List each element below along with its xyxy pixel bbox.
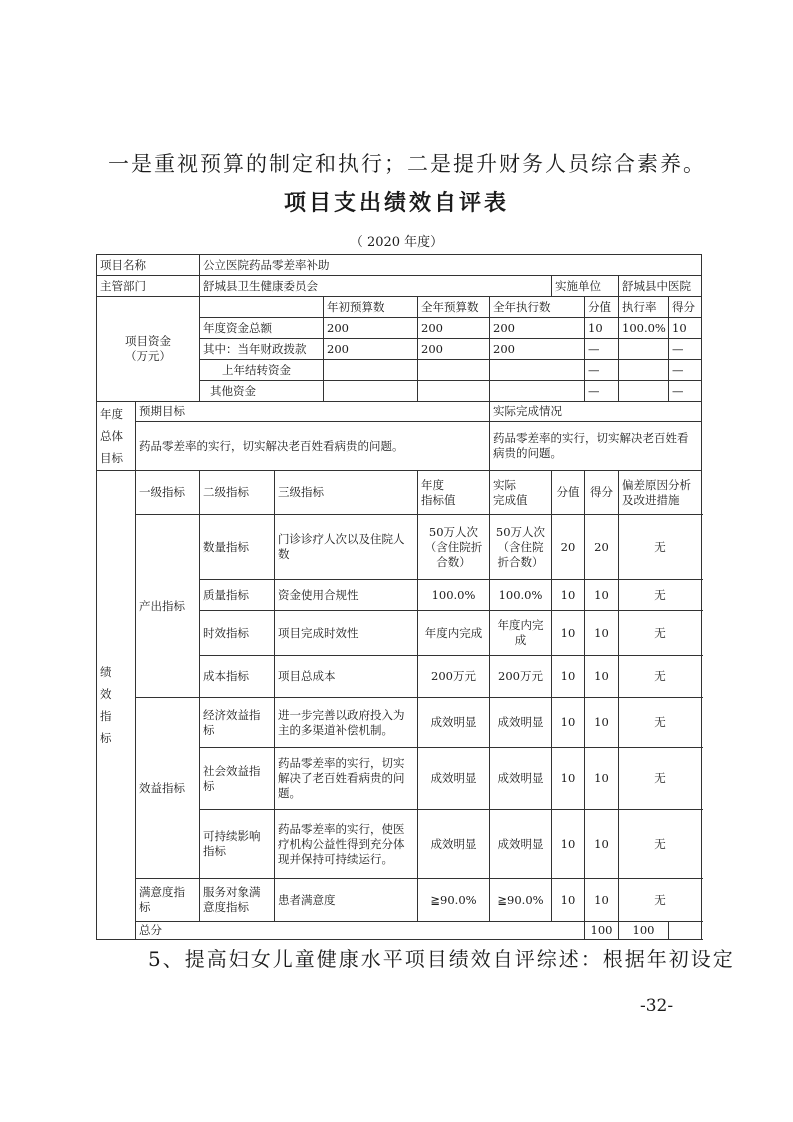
score-value-cell: 10 xyxy=(552,611,585,656)
header-executed: 全年执行数 xyxy=(490,297,585,318)
level2-cell: 服务对象满意度指标 xyxy=(200,879,275,922)
actual-cell: 200万元 xyxy=(490,656,552,698)
fund-initial xyxy=(324,360,418,381)
outro-paragraph: 5、提高妇女儿童健康水平项目绩效自评综述：根据年初设定 xyxy=(148,947,735,971)
dept-value: 舒城县卫生健康委员会 xyxy=(200,276,552,297)
level3-cell: 患者满意度 xyxy=(275,879,418,922)
level2-cell: 可持续影响指标 xyxy=(200,810,275,879)
fund-score: — xyxy=(669,381,702,402)
header-annual-budget: 全年预算数 xyxy=(418,297,490,318)
dept-label: 主管部门 xyxy=(97,276,200,297)
total-row xyxy=(97,922,702,940)
level2-cell: 时效指标 xyxy=(200,611,275,656)
project-name-row xyxy=(97,255,702,276)
header-target-line: 年度 xyxy=(421,477,444,492)
target-cell: 年度内完成 xyxy=(418,611,490,656)
total-score: 100 xyxy=(619,922,669,940)
header-target-line: 指标值 xyxy=(421,492,456,507)
indicators-section-label xyxy=(97,471,136,940)
level2-cell: 质量指标 xyxy=(200,580,275,611)
section-label-char: 绩 xyxy=(100,665,112,679)
indicator-row xyxy=(97,515,702,580)
score-cell: 10 xyxy=(585,698,619,748)
fund-executed: 200 xyxy=(490,318,585,339)
section-label-char: 指 xyxy=(100,709,112,723)
target-cell: 200万元 xyxy=(418,656,490,698)
fund-rate: 100.0% xyxy=(619,318,669,339)
fund-score: — xyxy=(669,339,702,360)
total-score-value: 100 xyxy=(585,922,619,940)
total-label: 总分 xyxy=(136,922,585,940)
level3-cell: 项目总成本 xyxy=(275,656,418,698)
header-level2: 二级指标 xyxy=(200,471,275,515)
actual-goal-text: 药品零差率的实行，切实解决老百姓看病贵的问题。 xyxy=(490,422,702,471)
funds-label xyxy=(97,297,200,402)
header-score-value: 分值 xyxy=(585,297,619,318)
goals-label-line: 总体 xyxy=(100,429,123,443)
funds-label-line1: 项目资金 xyxy=(125,334,171,348)
fund-rate xyxy=(619,381,669,402)
level3-cell: 门诊诊疗人次以及住院人数 xyxy=(275,515,418,580)
fund-annual xyxy=(418,360,490,381)
year-label: （ 2020 年度） xyxy=(349,235,444,250)
fund-score-value: — xyxy=(585,381,619,402)
section-label-char: 效 xyxy=(100,687,112,701)
total-blank xyxy=(669,922,702,940)
score-cell: 10 xyxy=(585,810,619,879)
header-score-value: 分值 xyxy=(552,471,585,515)
header-level3: 三级指标 xyxy=(275,471,418,515)
level3-cell: 项目完成时效性 xyxy=(275,611,418,656)
header-initial-budget: 年初预算数 xyxy=(324,297,418,318)
score-cell: 10 xyxy=(585,580,619,611)
page-number: -32- xyxy=(640,996,674,1016)
header-score: 得分 xyxy=(669,297,702,318)
fund-row-label: 上年结转资金 xyxy=(200,360,324,381)
target-cell: 成效明显 xyxy=(418,748,490,810)
level3-cell: 资金使用合规性 xyxy=(275,580,418,611)
header-actual-line: 完成值 xyxy=(493,492,528,507)
deviation-cell: 无 xyxy=(619,748,702,810)
project-name-value: 公立医院药品零差率补助 xyxy=(200,255,702,276)
score-value-cell: 10 xyxy=(552,748,585,810)
score-value-cell: 10 xyxy=(552,656,585,698)
fund-row-label: 年度资金总额 xyxy=(200,318,324,339)
fund-executed xyxy=(490,381,585,402)
score-cell: 10 xyxy=(585,611,619,656)
deviation-cell: 无 xyxy=(619,698,702,748)
target-cell: ≧90.0% xyxy=(418,879,490,922)
fund-initial: 200 xyxy=(324,318,418,339)
goals-header-row xyxy=(97,402,702,422)
deviation-cell: 无 xyxy=(619,810,702,879)
score-value-cell: 20 xyxy=(552,515,585,580)
fund-rate xyxy=(619,339,669,360)
score-value-cell: 10 xyxy=(552,580,585,611)
deviation-cell: 无 xyxy=(619,656,702,698)
performance-table xyxy=(96,254,702,940)
level2-cell: 成本指标 xyxy=(200,656,275,698)
header-actual-line: 实际 xyxy=(493,477,516,492)
score-cell: 10 xyxy=(585,656,619,698)
header-actual xyxy=(490,471,552,515)
fund-score-value: — xyxy=(585,360,619,381)
deviation-cell: 无 xyxy=(619,611,702,656)
score-cell: 10 xyxy=(585,879,619,922)
fund-row-label: 其中：当年财政拨款 xyxy=(200,339,324,360)
impl-unit-value: 舒城县中医院 xyxy=(619,276,702,297)
fund-annual: 200 xyxy=(418,318,490,339)
actual-cell: 年度内完成 xyxy=(490,611,552,656)
target-cell: 成效明显 xyxy=(418,698,490,748)
funds-header-blank xyxy=(200,297,324,318)
header-exec-rate: 执行率 xyxy=(619,297,669,318)
actual-cell: 成效明显 xyxy=(490,810,552,879)
deviation-cell: 无 xyxy=(619,879,702,922)
goals-label xyxy=(97,402,136,471)
fund-annual xyxy=(418,381,490,402)
fund-row-label: 其他资金 xyxy=(200,381,324,402)
section-label-char: 标 xyxy=(100,731,112,745)
goals-label-line: 目标 xyxy=(100,451,123,465)
indicators-header-row xyxy=(97,471,702,515)
actual-cell: 100.0% xyxy=(490,580,552,611)
fund-executed: 200 xyxy=(490,339,585,360)
header-level1: 一级指标 xyxy=(136,471,200,515)
actual-cell: 成效明显 xyxy=(490,698,552,748)
level2-cell: 数量指标 xyxy=(200,515,275,580)
level1-cell: 满意度指标 xyxy=(136,879,200,922)
score-value-cell: 10 xyxy=(552,879,585,922)
fund-initial: 200 xyxy=(324,339,418,360)
dept-row xyxy=(97,276,702,297)
fund-score: 10 xyxy=(669,318,702,339)
fund-annual: 200 xyxy=(418,339,490,360)
score-value-cell: 10 xyxy=(552,698,585,748)
actual-cell: 50万人次（含住院折合数） xyxy=(490,515,552,580)
goals-content-row xyxy=(97,422,702,471)
actual-cell: ≧90.0% xyxy=(490,879,552,922)
fund-score-value: — xyxy=(585,339,619,360)
target-cell: 成效明显 xyxy=(418,810,490,879)
level2-cell: 经济效益指标 xyxy=(200,698,275,748)
impl-unit-label: 实施单位 xyxy=(552,276,619,297)
score-cell: 20 xyxy=(585,515,619,580)
level1-cell: 效益指标 xyxy=(136,698,200,879)
score-cell: 10 xyxy=(585,748,619,810)
fund-executed xyxy=(490,360,585,381)
intro-paragraph: 一是重视预算的制定和执行；二是提升财务人员综合素养。 xyxy=(108,152,706,176)
indicator-row xyxy=(97,698,702,748)
target-cell: 50万人次（含住院折合数） xyxy=(418,515,490,580)
fund-score-value: 10 xyxy=(585,318,619,339)
header-deviation: 偏差原因分析及改进措施 xyxy=(619,471,702,515)
header-score: 得分 xyxy=(585,471,619,515)
expected-goal-text: 药品零差率的实行，切实解决老百姓看病贵的问题。 xyxy=(136,422,490,471)
fund-score: — xyxy=(669,360,702,381)
level3-cell: 进一步完善以政府投入为主的多渠道补偿机制。 xyxy=(275,698,418,748)
score-value-cell: 10 xyxy=(552,810,585,879)
level3-cell: 药品零差率的实行，切实解决了老百姓看病贵的问题。 xyxy=(275,748,418,810)
deviation-cell: 无 xyxy=(619,515,702,580)
expected-goal-label: 预期目标 xyxy=(136,402,490,422)
table-title: 项目支出绩效自评表 xyxy=(283,191,509,216)
goals-label-line: 年度 xyxy=(100,407,123,421)
funds-header-row xyxy=(97,297,702,318)
project-name-label: 项目名称 xyxy=(97,255,200,276)
actual-cell: 成效明显 xyxy=(490,748,552,810)
deviation-cell: 无 xyxy=(619,580,702,611)
actual-goal-label: 实际完成情况 xyxy=(490,402,702,422)
indicator-row xyxy=(97,879,702,922)
header-target xyxy=(418,471,490,515)
level1-cell: 产出指标 xyxy=(136,515,200,698)
level2-cell: 社会效益指标 xyxy=(200,748,275,810)
fund-rate xyxy=(619,360,669,381)
target-cell: 100.0% xyxy=(418,580,490,611)
funds-label-line2: （万元） xyxy=(125,349,171,363)
fund-initial xyxy=(324,381,418,402)
level3-cell: 药品零差率的实行，使医疗机构公益性得到充分体现并保持可持续运行。 xyxy=(275,810,418,879)
